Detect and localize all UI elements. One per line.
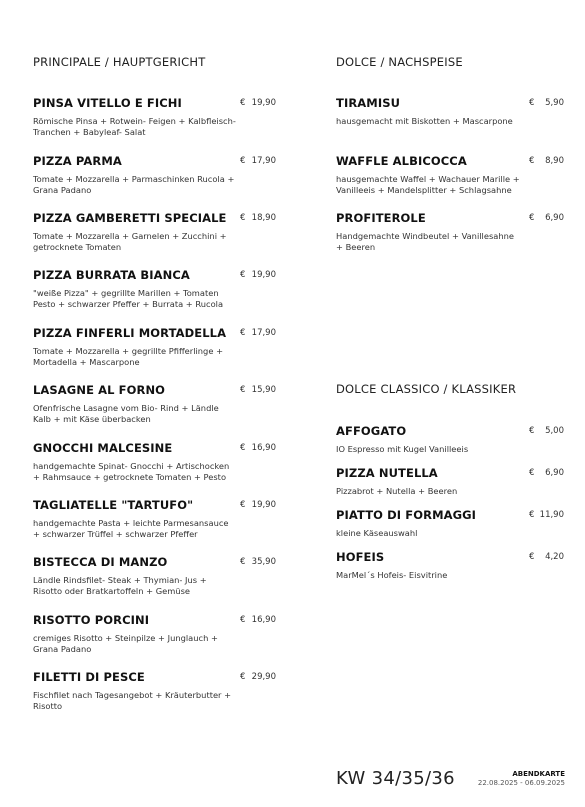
item-name: LASAGNE AL FORNO [33,383,166,397]
section-title-principale: PRINCIPALE / HAUPTGERICHT [33,55,206,69]
currency-symbol: € [529,213,535,223]
menu-item [336,424,568,455]
item-name: FILETTI DI PESCE [33,670,145,684]
price-amount: 5,90 [545,98,564,108]
price-amount: 18,90 [251,213,276,223]
currency-symbol: € [240,615,246,625]
menu-item [33,268,283,311]
price-amount: 15,90 [251,385,276,395]
currency-symbol: € [240,500,246,510]
currency-symbol: € [529,156,535,166]
item-name: PIZZA GAMBERETTI SPECIALE [33,211,227,225]
validity-dates: 22.08.2025 - 06.09.2025 [477,779,565,787]
price-amount: 6,90 [545,468,564,478]
menu-item [33,613,283,656]
item-description: Tomate + Mozzarella + Garnelen + Zucchini + getrocknete Tomaten [33,231,227,253]
menu-item [336,508,568,539]
item-name: PIATTO DI FORMAGGI [336,508,477,522]
item-name: RISOTTO PORCINI [33,613,150,627]
menu-item [336,211,568,254]
price-amount: 6,90 [545,213,564,223]
menu-type-label: ABENDKARTE [512,770,565,778]
currency-symbol: € [240,443,246,453]
price-amount: 19,90 [251,500,276,510]
menu-item [336,550,568,581]
price-amount: 19,90 [251,270,276,280]
item-description: kleine Käseauswahl [336,528,418,538]
price-amount: 4,20 [545,552,564,562]
item-name: PIZZA BURRATA BIANCA [33,268,190,282]
currency-symbol: € [529,552,535,562]
currency-symbol: € [240,98,246,108]
item-name: PINSA VITELLO E FICHI [33,96,182,110]
item-name: PROFITEROLE [336,211,426,225]
menu-item [336,466,568,497]
item-description: Handgemachte Windbeutel + Vanillesahne + Beeren [336,231,514,253]
price-amount: 35,90 [251,557,276,567]
price-amount: 5,00 [545,426,564,436]
currency-symbol: € [529,468,535,478]
menu-item [336,96,568,127]
currency-symbol: € [240,385,246,395]
price-amount: 17,90 [251,156,276,166]
menu-item [33,96,283,139]
menu-item [33,154,283,197]
item-description: hausgemachte Waffel + Wachauer Marille + Vanilleeis + Mandelsplitter + Schlagsahne [336,174,520,196]
menu-item [33,383,283,426]
item-description: Tomate + Mozzarella + Parmaschinken Rucola + Grana Padano [33,174,235,196]
menu-item [33,211,283,254]
currency-symbol: € [240,672,246,682]
calendar-week-label: KW 34/35/36 [336,768,455,789]
menu-item [33,555,283,598]
currency-symbol: € [240,328,246,338]
item-name: AFFOGATO [336,424,407,438]
currency-symbol: € [240,213,246,223]
item-name: WAFFLE ALBICOCCA [336,154,467,168]
currency-symbol: € [240,156,246,166]
item-description: Ländle Rindsfilet- Steak + Thymian- Jus + Risotto oder Bratkartoffeln + Gemüse [33,575,207,597]
item-description: handgemachte Pasta + leichte Parmesansauce + schwarzer Trüffel + schwarzer Pfeffer [33,518,229,540]
currency-symbol: € [240,557,246,567]
item-name: PIZZA NUTELLA [336,466,438,480]
price-amount: 8,90 [545,156,564,166]
menu-item [33,441,283,484]
item-description: Ofenfrische Lasagne vom Bio- Rind + Ländle Kalb + mit Käse überbacken [33,403,219,425]
item-description: Tomate + Mozzarella + gegrillte Pfifferlinge + Mortadella + Mascarpone [33,346,224,368]
menu-item [33,498,283,541]
item-description: Pizzabrot + Nutella + Beeren [336,486,458,496]
menu-item [33,326,283,369]
currency-symbol: € [529,510,535,520]
item-description: Fischfilet nach Tagesangebot + Kräuterbutter + Risotto [33,690,232,712]
item-description: Römische Pinsa + Rotwein- Feigen + Kalbfleisch-Tranchen + Babyleaf- Salat [33,116,236,138]
price-amount: 11,90 [539,510,564,520]
item-name: HOFEIS [336,550,385,564]
currency-symbol: € [529,98,535,108]
item-description: IO Espresso mit Kugel Vanilleeis [336,444,469,454]
item-description: handgemachte Spinat- Gnocchi + Artischocken + Rahmsauce + getrocknete Tomaten + Pesto [33,461,230,483]
item-name: TAGLIATELLE "TARTUFO" [33,498,194,512]
footer-info [478,770,565,787]
item-description: hausgemacht mit Biskotten + Mascarpone [336,116,513,126]
item-name: TIRAMISU [336,96,401,110]
currency-symbol: € [529,426,535,436]
item-description: MarMel´s Hofeis- Eisvitrine [336,570,448,580]
section-title-dolce: DOLCE / NACHSPEISE [336,55,463,69]
item-name: PIZZA PARMA [33,154,122,168]
item-name: GNOCCHI MALCESINE [33,441,173,455]
price-amount: 29,90 [251,672,276,682]
menu-item [336,154,568,197]
price-amount: 17,90 [251,328,276,338]
currency-symbol: € [240,270,246,280]
menu-item [33,670,283,713]
item-name: PIZZA FINFERLI MORTADELLA [33,326,227,340]
price-amount: 19,90 [251,98,276,108]
item-description: cremiges Risotto + Steinpilze + Junglauch + Grana Padano [33,633,218,655]
price-amount: 16,90 [251,615,276,625]
section-title-classico: DOLCE CLASSICO / KLASSIKER [336,382,517,396]
item-name: BISTECCA DI MANZO [33,555,168,569]
price-amount: 16,90 [251,443,276,453]
item-description: "weiße Pizza" + gegrillte Marillen + Tomaten Pesto + schwarzer Pfeffer + Burrata + Rucola [33,288,224,310]
